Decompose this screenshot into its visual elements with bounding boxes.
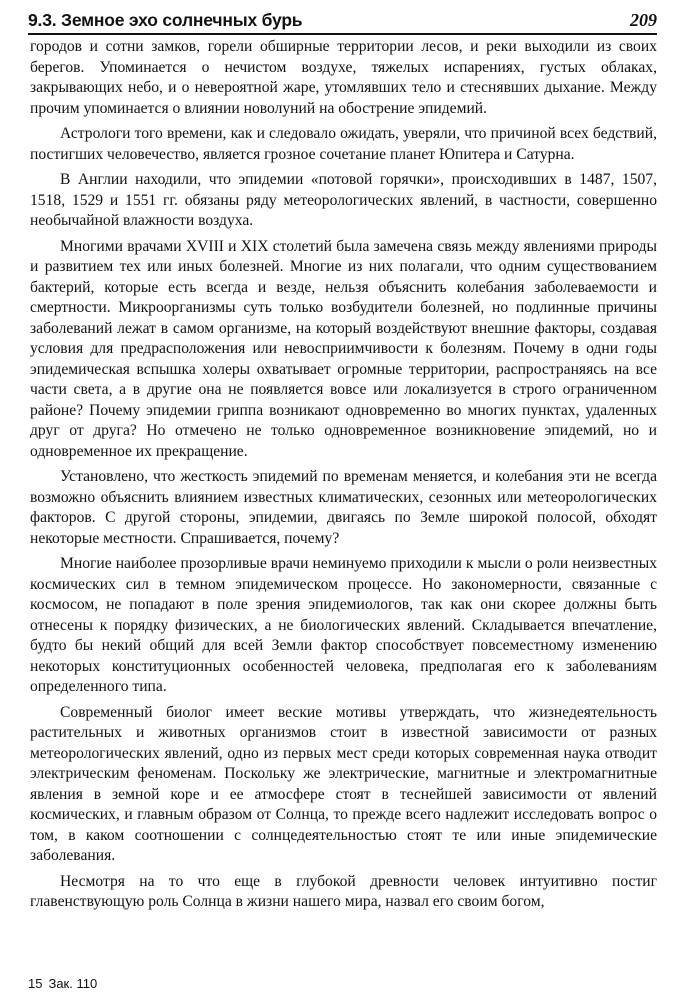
print-footer [28, 976, 103, 991]
paragraph: Астрологи того времени, как и следовало ожидать, уверяли, что причиной всех бедствий, постигших человечество, является грозное сочетание планет Юпитера и Сатурна. [30, 125, 657, 163]
paragraph: Несмотря на то что еще в глубокой древности человек интуитивно постиг главенствующую роль Солнца в жизни нашего мира, назвал его своим богом, [30, 872, 657, 910]
paragraph: В Англии находили, что эпидемии «потовой горячки», происходивших в 1487, 1507, 1518, 1529 и 1551 гг. обязаны ряду метеорологических явлений, в частности, совершенно необычайной влажности воздуха. [30, 171, 657, 229]
signature-mark: 15 [28, 976, 43, 991]
section-title: 9.3. Земное эхо солнечных бурь [28, 10, 303, 30]
paragraph: Установлено, что жесткость эпидемий по временам меняется, и колебания эти не всегда возможно объяснить влиянием известных климатических, сезонных или метеорологических факторов. С другой стороны, эпидемии, двигаясь по Земле широкой полосой, обходят некоторые местности. Спрашивается, почему? [30, 468, 657, 547]
page-number: 209 [630, 10, 657, 30]
running-header [28, 10, 657, 34]
paragraph: городов и сотни замков, горели обширные территории лесов, и реки выходили из своих берегов. Упоминается о нечистом воздухе, тяжелых испарениях, густых облаках, закрывающих небо, и о невероятной жаре, утомлявших тело и стеснявших дыхание. Между прочим упоминается о влиянии новолуний на обострение эпидемий. [30, 38, 657, 117]
order-number: Зак. 110 [48, 976, 98, 991]
body-text [30, 37, 657, 918]
header-rule [28, 33, 657, 35]
paragraph: Многими врачами XVIII и XIX столетий была замечена связь между явлениями природы и развитием тех или иных болезней. Многие из них полагали, что одним существованием бактерий, которые есть всегда и везде, нельзя объяснить колебания заболеваемости и смертности. Микроорганизмы суть только возбудители болезней, но подлинные причины заболеваний лежат в самом организме, на который воздействуют внешние факторы, создавая условия для предрасположения или невосприимчивости к болезням. Почему в одни годы эпидемическая вспышка холеры охватывает огромные территории, распространяясь на все части света, а в другие она не появляется вовсе или локализуется в строго ограниченном районе? Почему эпидемии гриппа возникают одновременно во многих пунктах, удаленных друг от друга? Но отмечено не только одновременное возникновение эпидемий, но и одновременное их прекращение. [30, 237, 657, 460]
paragraph: Современный биолог имеет веские мотивы утверждать, что жизнедеятельность растительных и животных организмов стоит в известной зависимости от разных метеорологических явлений, одно из первых мест среди которых современная наука отводит электрическим феноменам. Поскольку же электрические, магнитные и электромагнитные явления в земной коре и ее атмосфере стоят в теснейшей зависимости от явлений космических, и главным образом от Солнца, то прежде всего надлежит исследовать вопрос о том, в каком соотношении с солнцедеятельностью стоят те или иные эпидемические заболевания. [30, 703, 657, 864]
paragraph: Многие наиболее прозорливые врачи неминуемо приходили к мысли о роли неизвестных космических сил в темном эпидемическом процессе. Но закономерности, связанные с космосом, не попадают в поле зрения эпидемиологов, так как они скорее должны быть отнесены к порядку физических, а не биологических явлений. Складывается впечатление, будто бы некий общий для всей Земли фактор способствует повсеместному изменению некоторых конституционных особенностей человека, предполагая его к заболеваниям определенного типа. [30, 555, 657, 695]
